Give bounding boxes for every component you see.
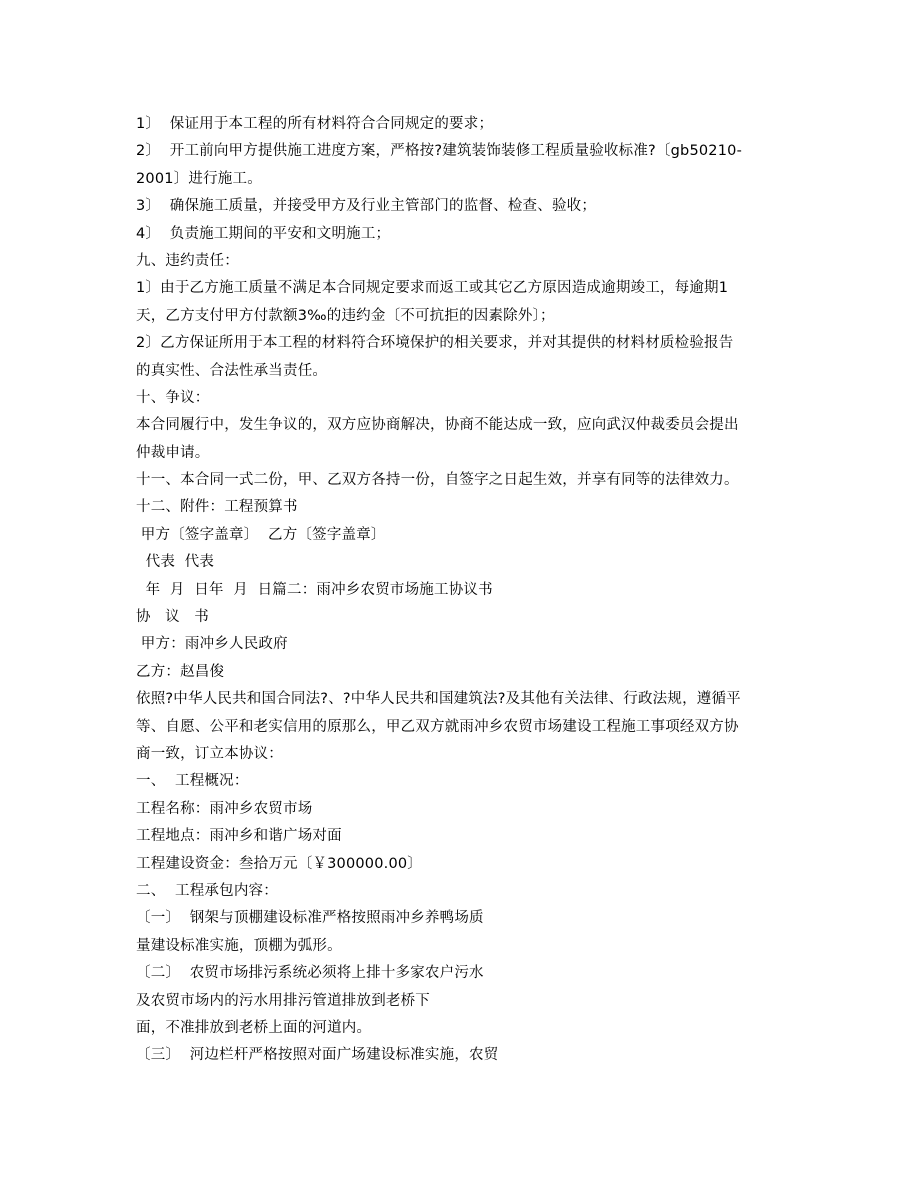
section-heading: 九、违约责任： [136,252,239,269]
party-a: 甲方：雨冲乡人民政府 [136,636,288,653]
text-line: 量建设标准实施，顶棚为弧形。 [136,937,342,954]
text-line: 面，不准排放到老桥上面的河道内。 [136,1019,372,1036]
text-line: 〔二〕 农贸市场排污系统必须将上排十多家农户污水 [136,965,484,982]
section-heading: 一、 工程概况： [136,773,249,790]
document-body [136,111,796,1070]
text-line: 〔三〕 河边栏杆严格按照对面广场建设标准实施，农贸 [136,1047,499,1064]
signature-line: 代表 代表 [136,554,215,571]
text-line: 2001〕进行施工。 [136,170,262,187]
section-heading: 二、 工程承包内容： [136,882,278,899]
section-heading: 十、争议： [136,389,210,406]
text-line: 仲裁申请。 [136,444,210,461]
text-line: 十一、本合同一式二份，甲、乙双方各持一份，自签字之日起生效，并享有同等的法律效力。 [136,472,739,489]
text-line: 工程地点：雨冲乡和谐广场对面 [136,828,342,845]
agreement-title: 协 议 书 [136,609,209,626]
text-line: 3〕 确保施工质量，并接受甲方及行业主管部门的监督、检查、验收； [136,198,597,215]
text-line: 商一致，订立本协议： [136,745,283,762]
party-b: 乙方：赵昌俊 [136,663,225,680]
text-line: 2〕 开工前向甲方提供施工进度方案，严格按?建筑装饰装修工程质量验收标准?〔gb50210- [136,143,742,160]
section-heading: 十二、附件：工程预算书 [136,499,298,516]
text-line: 本合同履行中，发生争议的，双方应协商解决，协商不能达成一致，应向武汉仲裁委员会提出 [136,417,739,434]
text-line: 4〕 负责施工期间的平安和文明施工； [136,225,391,242]
text-line: 及农贸市场内的污水用排污管道排放到老桥下 [136,992,430,1009]
text-line: 1〕 保证用于本工程的所有材料符合合同规定的要求； [136,116,494,132]
text-line: 工程建设资金：叁拾万元〔￥300000.00〕 [136,855,423,872]
text-line: 〔一〕 钢架与顶棚建设标准严格按照雨冲乡养鸭场质 [136,910,484,927]
text-line: 1〕由于乙方施工质量不满足本合同规定要求而返工或其它乙方原因造成逾期竣工，每逾期1 [136,280,729,297]
text-line: 工程名称：雨冲乡农贸市场 [136,800,313,817]
text-line: 的真实性、合法性承当责任。 [136,362,328,379]
text-line: 依照?中华人民共和国合同法?、?中华人民共和国建筑法?及其他有关法律、行政法规，遵循平 [136,691,741,708]
text-line: 天，乙方支付甲方付款额3‰的违约金〔不可抗拒的因素除外〕； [136,307,555,324]
date-line: 年 月 日年 月 日篇二：雨冲乡农贸市场施工协议书 [136,581,493,598]
text-line: 2〕乙方保证所用于本工程的材料符合环境保护的相关要求，并对其提供的材料材质检验报告 [136,335,734,352]
signature-line: 甲方〔签字盖章〕 乙方〔签字盖章〕 [136,526,386,543]
text-line: 等、自愿、公平和老实信用的原那么，甲乙双方就雨冲乡农贸市场建设工程施工事项经双方协 [136,718,739,735]
